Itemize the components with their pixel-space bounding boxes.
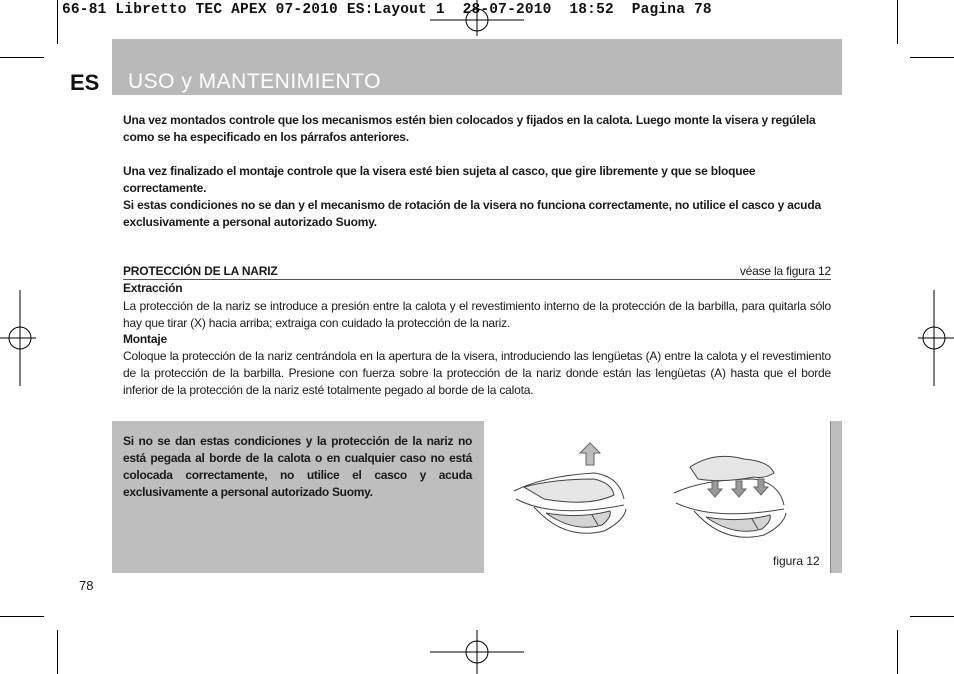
print-slug-line: 66-81 Libretto TEC APEX 07-2010 ES:Layout 1 28-07-2010 18:52 Pagina 78 — [62, 2, 712, 18]
section-divider — [123, 279, 831, 280]
extraction-text: La protección de la nariz se introduce a presión entre la calota y el revestimiento interno de la protección de la barbilla, para quitarla sólo hay que tirar (X) hacia arriba; extraiga con cuidado la protección de la nariz. — [123, 299, 831, 330]
mounting-text: Coloque la protección de la nariz centrándola en la apertura de la visera, introduciendo las lengüetas (A) entre la calota y el revestimiento de la protección de la barbilla. Presione con fuerza sobre la protección de la nariz donde están las lengüetas (A) hasta que el borde inferior de la protección de la nariz esté totalmente pegado al borde de la calota. — [123, 349, 831, 397]
page-number: 78 — [79, 578, 94, 593]
figure-caption: figura 12 — [773, 554, 820, 568]
warning-text: Si no se dan estas condiciones y la protección de la nariz no está pegada al borde de la calota o en cualquier caso no está colocada correctamente, no utilice el casco y acuda exclusivamente a personal autorizado Suomy. — [123, 434, 472, 499]
section-title: PROTECCIÓN DE LA NARIZ — [123, 264, 278, 278]
intro-paragraph: Si estas condiciones no se dan y el mecanismo de rotación de la visera no funciona correctamente, no utilice el casco y acuda exclusivamente a personal autorizado Suomy. — [123, 198, 821, 229]
figure-reference: véase la figura 12 — [739, 264, 831, 278]
page-title: USO y MANTENIMIENTO — [128, 70, 381, 93]
mounting-heading: Montaje — [123, 332, 167, 346]
intro-paragraph: Una vez finalizado el montaje controle que la visera esté bien sujeta al casco, que gire libremente y que se bloquee correctamente. — [123, 164, 756, 195]
language-code: ES — [70, 70, 100, 95]
intro-paragraph: Una vez montados controle que los mecanismos estén bien colocados y fijados en la calota. Luego monte la visera y regúlela como se ha especificado en los párrafos anteriores. — [123, 113, 816, 144]
helmet-nose-guard-illustration — [484, 421, 830, 573]
figure-panel — [484, 421, 831, 573]
extraction-heading: Extracción — [123, 281, 183, 295]
